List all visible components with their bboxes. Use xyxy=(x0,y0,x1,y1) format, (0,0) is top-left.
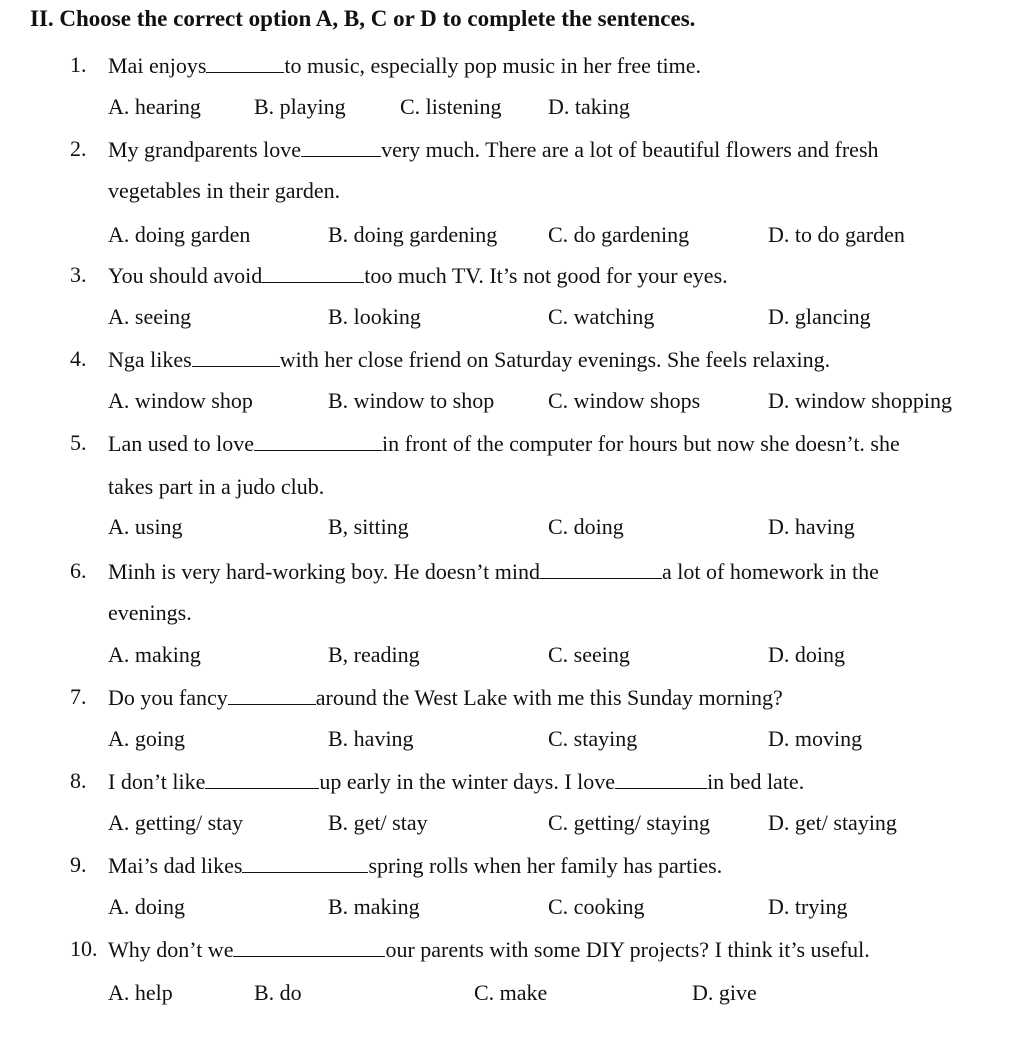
answer-option-c[interactable]: C. window shops xyxy=(548,388,701,413)
question-text-line xyxy=(108,180,340,202)
answer-option-d[interactable]: D. taking xyxy=(548,94,630,119)
answer-option-c[interactable]: C. listening xyxy=(400,94,502,119)
answer-option-d[interactable]: D. give xyxy=(692,980,757,1005)
answer-option-a[interactable]: A. hearing xyxy=(108,94,201,119)
question-text: in front of the computer for hours but now she doesn’t. she xyxy=(382,431,900,456)
answer-blank[interactable] xyxy=(540,560,662,579)
question-text: a lot of homework in the xyxy=(662,559,879,584)
answer-option-d[interactable]: D. to do garden xyxy=(768,222,905,247)
answer-option-b[interactable]: B. looking xyxy=(328,304,421,329)
answer-blank[interactable] xyxy=(228,686,316,705)
answer-option-d[interactable]: D. get/ staying xyxy=(768,810,897,835)
answer-option-d[interactable]: D. doing xyxy=(768,642,845,667)
question-text: I don’t like xyxy=(108,769,206,794)
question-text: Why don’t we xyxy=(108,937,234,962)
answer-blank[interactable] xyxy=(205,770,319,789)
answer-blank[interactable] xyxy=(206,54,284,73)
question-text-line xyxy=(108,264,728,287)
answer-option-c[interactable]: C. staying xyxy=(548,726,638,751)
answer-option-a[interactable]: A. doing xyxy=(108,894,185,919)
answer-option-a[interactable]: A. making xyxy=(108,642,201,667)
question-text: vegetables in their garden. xyxy=(108,178,341,203)
question-text: You should avoid xyxy=(108,263,263,288)
answer-option-a[interactable]: A. seeing xyxy=(108,304,192,329)
question-number: 9. xyxy=(70,852,87,877)
question-text: evenings. xyxy=(108,600,192,625)
answer-option-d[interactable]: D. window shopping xyxy=(768,388,952,413)
question-text: our parents with some DIY projects? I think it’s useful. xyxy=(385,937,870,962)
question-number: 7. xyxy=(70,684,87,709)
question-text-line xyxy=(108,432,900,455)
question-text-line xyxy=(108,54,701,77)
question-text: around the West Lake with me this Sunday morning? xyxy=(315,685,783,710)
question-number: 5. xyxy=(70,430,87,455)
answer-option-b[interactable]: B. get/ stay xyxy=(328,810,428,835)
answer-blank[interactable] xyxy=(233,938,385,957)
answer-option-d[interactable]: D. having xyxy=(768,514,855,539)
answer-option-b[interactable]: B, sitting xyxy=(328,514,409,539)
question-text-line xyxy=(108,854,722,877)
answer-blank[interactable] xyxy=(262,264,364,283)
answer-blank[interactable] xyxy=(615,770,707,789)
question-text-line xyxy=(108,476,324,498)
answer-option-a[interactable]: A. doing garden xyxy=(108,222,251,247)
question-text: very much. There are a lot of beautiful flowers and fresh xyxy=(381,137,879,162)
answer-blank[interactable] xyxy=(192,348,280,367)
answer-option-c[interactable]: C. doing xyxy=(548,514,624,539)
answer-option-c[interactable]: C. watching xyxy=(548,304,655,329)
answer-option-c[interactable]: C. getting/ staying xyxy=(548,810,710,835)
question-text: in bed late. xyxy=(707,769,805,794)
answer-option-c[interactable]: C. cooking xyxy=(548,894,645,919)
question-number: 3. xyxy=(70,262,87,287)
answer-blank[interactable] xyxy=(301,138,381,157)
answer-option-a[interactable]: A. window shop xyxy=(108,388,253,413)
answer-option-a[interactable]: A. help xyxy=(108,980,173,1005)
answer-option-b[interactable]: B, reading xyxy=(328,642,420,667)
answer-option-b[interactable]: B. having xyxy=(328,726,414,751)
question-text: Minh is very hard-working boy. He doesn’t mind xyxy=(108,559,540,584)
answer-option-a[interactable]: A. getting/ stay xyxy=(108,810,244,835)
question-text: takes part in a judo club. xyxy=(108,474,325,499)
answer-blank[interactable] xyxy=(254,432,382,451)
question-text: too much TV. It’s not good for your eyes. xyxy=(364,263,728,288)
answer-option-c[interactable]: C. make xyxy=(474,980,548,1005)
answer-option-b[interactable]: B. window to shop xyxy=(328,388,495,413)
answer-option-a[interactable]: A. using xyxy=(108,514,183,539)
question-number: 1. xyxy=(70,52,87,77)
question-number: 2. xyxy=(70,136,87,161)
answer-option-b[interactable]: B. doing gardening xyxy=(328,222,498,247)
answer-option-d[interactable]: D. trying xyxy=(768,894,848,919)
question-text-line xyxy=(108,348,830,371)
question-text: up early in the winter days. I love xyxy=(319,769,616,794)
section-heading: II. Choose the correct option A, B, C or D to complete the sentences. xyxy=(30,6,696,31)
answer-option-b[interactable]: B. do xyxy=(254,980,302,1005)
question-text-line xyxy=(108,138,879,161)
answer-option-b[interactable]: B. playing xyxy=(254,94,346,119)
answer-option-c[interactable]: C. seeing xyxy=(548,642,630,667)
question-number: 10. xyxy=(70,936,98,961)
answer-option-c[interactable]: C. do gardening xyxy=(548,222,690,247)
question-text: My grandparents love xyxy=(108,137,302,162)
question-text-line xyxy=(108,560,879,583)
question-number: 4. xyxy=(70,346,87,371)
answer-blank[interactable] xyxy=(242,854,368,873)
question-text-line xyxy=(108,602,192,624)
question-text: Nga likes xyxy=(108,347,192,372)
question-text: with her close friend on Saturday evenings. She feels relaxing. xyxy=(279,347,831,372)
answer-option-d[interactable]: D. glancing xyxy=(768,304,871,329)
question-text: Mai’s dad likes xyxy=(108,853,243,878)
answer-option-b[interactable]: B. making xyxy=(328,894,420,919)
question-text-line xyxy=(108,938,870,961)
question-text: Lan used to love xyxy=(108,431,255,456)
question-text-line xyxy=(108,770,804,793)
question-text: Mai enjoys xyxy=(108,53,207,78)
answer-option-a[interactable]: A. going xyxy=(108,726,185,751)
question-number: 6. xyxy=(70,558,87,583)
question-text: Do you fancy xyxy=(108,685,228,710)
question-text: to music, especially pop music in her free time. xyxy=(284,53,702,78)
question-text: spring rolls when her family has parties. xyxy=(368,853,723,878)
question-number: 8. xyxy=(70,768,87,793)
answer-option-d[interactable]: D. moving xyxy=(768,726,863,751)
question-text-line xyxy=(108,686,783,709)
